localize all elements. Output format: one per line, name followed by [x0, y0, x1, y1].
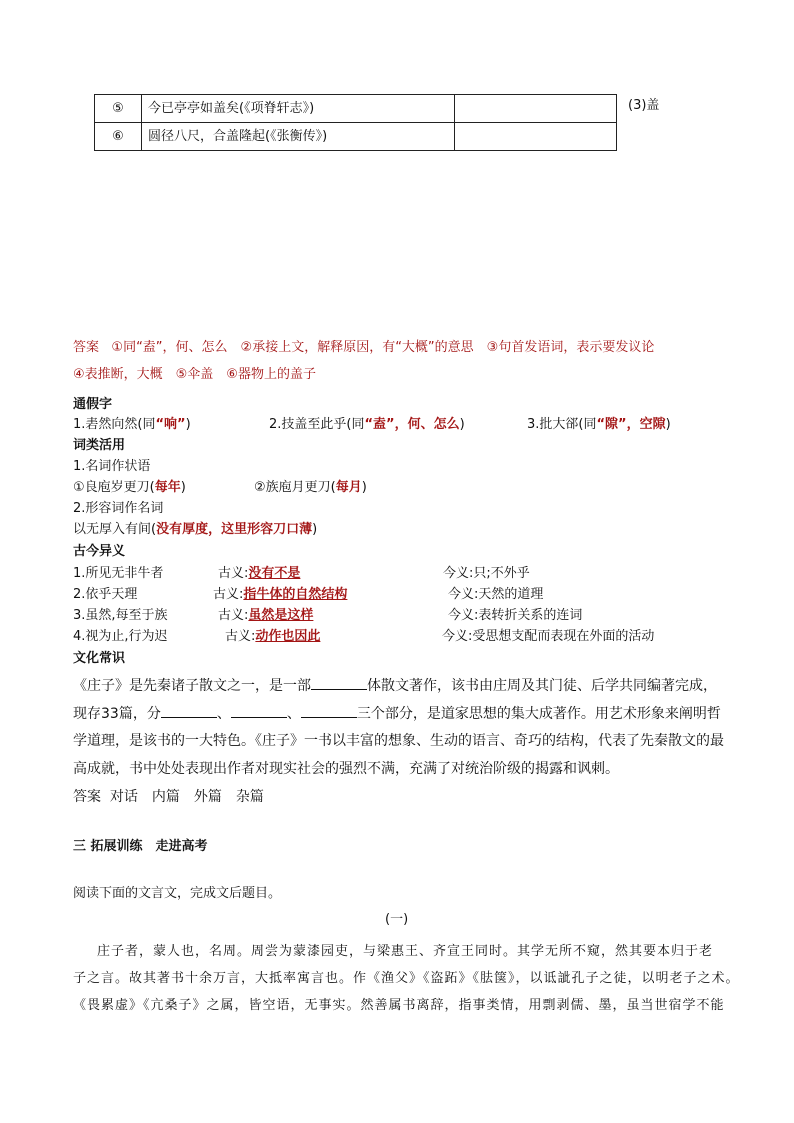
section-title: 三 拓展训练 走进高考 [73, 839, 208, 854]
gujin-jin: 今义:只;不外乎 [443, 566, 530, 581]
wenhua-answer [73, 787, 264, 807]
fill-blank[interactable] [301, 703, 357, 718]
gu-meaning: 没有不是 [248, 566, 301, 581]
fill-blank[interactable] [311, 675, 367, 690]
gu-label: 古义: [218, 566, 249, 581]
separator: 、 [286, 706, 301, 722]
fill-blank[interactable] [161, 703, 217, 718]
top-table [94, 94, 617, 151]
answer-text: ①同“盍”，何、怎么 ②承接上文，解释原因，有“大概”的意思 ③句首发语词，表示要发议论 [111, 340, 655, 355]
table-row [95, 95, 617, 123]
answer-label: 答案 [73, 340, 100, 355]
row-answer-cell [455, 123, 617, 151]
wenhua-heading: 文化常识 [73, 651, 126, 666]
gujin-word: 4.视为止,行为迟 [73, 629, 168, 644]
item-text: 3.批大郤(同 [527, 417, 597, 432]
gujin-gu [218, 565, 300, 583]
item-answer: “隙”，空隙 [596, 417, 666, 432]
item-text: ) [361, 480, 367, 495]
gu-label: 古义: [213, 587, 244, 602]
para-text: 《庄子》是先秦诸子散文之一，是一部 [73, 678, 311, 694]
gu-label: 古义: [218, 608, 249, 623]
para-text: 现存33篇，分 [73, 706, 161, 722]
cilei-item-3 [73, 521, 317, 539]
gu-meaning: 动作也因此 [255, 629, 321, 644]
table-row [95, 123, 617, 151]
row-text: 今已亭亭如盖矣(《项脊轩志》) [142, 95, 455, 123]
wenhua-para-line-1 [73, 675, 717, 696]
tongjiazi-heading: 通假字 [73, 397, 113, 412]
item-text: ) [180, 480, 186, 495]
item-text: ) [459, 417, 465, 432]
cilei-sub-1: 1.名词作状语 [73, 459, 151, 474]
answer-line-1 [73, 339, 654, 357]
tongjiazi-item-3 [527, 416, 671, 434]
item-text: ) [312, 522, 318, 537]
wenhua-para-line-4: 高成就，书中处处表现出作者对现实社会的强烈不满，充满了对统治阶级的揭露和讽刺。 [73, 761, 619, 777]
row-text: 圆径八尺，合盖隆起(《张衡传》) [142, 123, 455, 151]
cilei-sub-2: 2.形容词作名词 [73, 501, 164, 516]
row-number: ⑥ [95, 123, 142, 151]
tongjiazi-item-2 [269, 416, 465, 434]
classical-text-line-1: 庄子者，蒙人也，名周。周尝为蒙漆园吏，与梁惠王、齐宣王同时。其学无所不窥，然其要本归于老 [97, 944, 714, 959]
section-instruction: 阅读下面的文言文，完成文后题目。 [73, 886, 282, 901]
item-answer: 每月 [335, 480, 362, 495]
gujin-heading: 古今异义 [73, 544, 126, 559]
side-note: (3)盖 [628, 98, 660, 113]
gujin-jin: 今义:表转折关系的连词 [448, 608, 583, 623]
item-text: ②族庖月更刀( [254, 480, 336, 495]
classical-text-line-2: 子之言。故其著书十余万言，大抵率寓言也。作《渔父》《盗跖》《胠箧》，以诋訿孔子之徒，以明老子之术。 [73, 971, 740, 986]
item-text: ①良庖岁更刀( [73, 480, 155, 495]
item-answer: “盍”，何、怎么 [364, 417, 460, 432]
answer-text: 对话 内篇 外篇 杂篇 [109, 789, 264, 805]
item-text: ) [185, 417, 191, 432]
gujin-gu [218, 607, 313, 625]
gujin-word: 1.所见无非牛者 [73, 566, 164, 581]
item-answer: “响” [155, 417, 186, 432]
cilei-item-1 [73, 479, 186, 497]
answer-line-2: ④表推断，大概 ⑤伞盖 ⑥器物上的盖子 [73, 367, 316, 382]
item-text: 以无厚入有间( [73, 522, 157, 537]
gujin-word: 3.虽然,每至于族 [73, 608, 168, 623]
gujin-jin: 今义:受思想支配而表现在外面的活动 [442, 629, 655, 644]
wenhua-para-line-3: 学道理，是该书的一大特色。《庄子》一书以丰富的想象、生动的语言、奇巧的结构，代表了先秦散文的最 [73, 733, 724, 749]
para-text: 体散文著作，该书由庄周及其门徒、后学共同编著完成， [367, 678, 717, 694]
item-answer: 没有厚度，这里形容刀口薄 [156, 522, 313, 537]
answer-label: 答案 [73, 789, 101, 805]
gujin-word: 2.依乎天理 [73, 587, 138, 602]
separator: 、 [216, 706, 231, 722]
gu-meaning: 虽然是这样 [248, 608, 314, 623]
gu-label: 古义: [225, 629, 256, 644]
row-number: ⑤ [95, 95, 142, 123]
item-text: 1.砉然向然(同 [73, 417, 156, 432]
gujin-gu [225, 628, 320, 646]
item-text: 2.技盖至此乎(同 [269, 417, 365, 432]
part-label: (一) [385, 912, 409, 927]
para-text: 三个部分，是道家思想的集大成著作。用艺术形象来阐明哲 [356, 706, 721, 722]
item-answer: 每年 [154, 480, 181, 495]
item-text: ) [665, 417, 671, 432]
fill-blank[interactable] [231, 703, 287, 718]
row-answer-cell [455, 95, 617, 123]
gu-meaning: 指牛体的自然结构 [243, 587, 348, 602]
gujin-jin: 今义:天然的道理 [448, 587, 544, 602]
cilei-heading: 词类活用 [73, 438, 126, 453]
tongjiazi-item-1 [73, 416, 191, 434]
cilei-item-2 [254, 479, 367, 497]
wenhua-para-line-2 [73, 703, 721, 724]
gujin-gu [213, 586, 347, 604]
classical-text-line-3: 《畏累虚》《亢桑子》之属，皆空语，无事实。然善属书离辞，指事类情，用剽剥儒、墨，虽当世宿学不能 [73, 998, 725, 1013]
